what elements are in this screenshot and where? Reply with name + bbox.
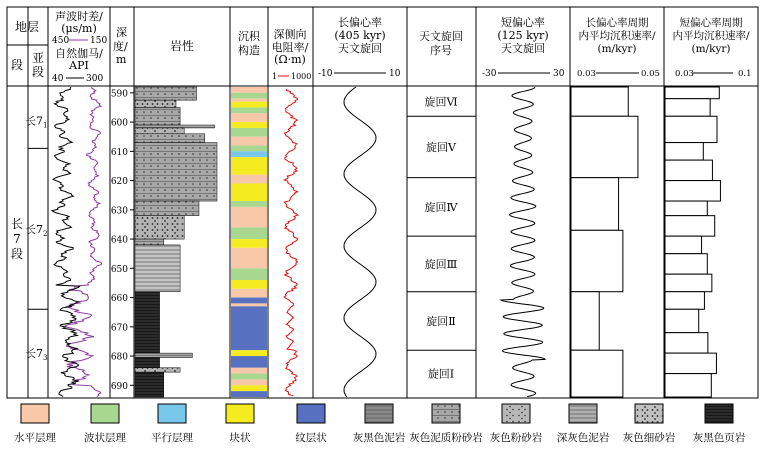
submember-label: 长7 — [25, 347, 43, 361]
cycle-header-2: 序号 — [430, 44, 452, 57]
short-rate-bar — [665, 181, 720, 201]
resistivity-curve — [284, 89, 298, 396]
short-rate-bar — [665, 99, 710, 117]
cycle-label: 旋回Ⅰ — [427, 367, 455, 381]
long-rate-bar — [571, 350, 623, 397]
legend-swatch — [91, 404, 119, 423]
short-ecc-header-2: (125 kyr) — [497, 29, 549, 42]
structure-bed — [231, 248, 267, 268]
short-rate-header-1: 短偏心率周期 — [679, 17, 743, 29]
long-rate-max: 0.05 — [641, 69, 660, 79]
long-rate-bar — [571, 178, 619, 231]
short-rate-track — [665, 87, 720, 397]
structure-bed — [231, 99, 267, 102]
member-label-2: 7 — [13, 232, 21, 246]
ac-max: 150 — [90, 36, 108, 46]
depth-tick-label: 600 — [110, 118, 128, 129]
legend-swatch-pattern — [502, 404, 530, 423]
member-label — [11, 217, 23, 261]
short-rate-bar — [665, 87, 719, 99]
legend-swatch-pattern — [635, 404, 663, 423]
ac-gr-track — [52, 87, 102, 397]
gr-min: 40 — [52, 74, 64, 84]
legend-swatch-pattern — [569, 404, 597, 423]
short-rate-min: 0.03 — [675, 69, 694, 79]
short-rate-bar — [665, 216, 715, 236]
long-rate-header-2: 内平均沉积速率/ — [578, 30, 656, 42]
legend-label: 灰黑色页岩 — [692, 432, 746, 444]
lithology-bed-pattern — [135, 353, 192, 357]
lithology-bed-pattern — [135, 87, 197, 100]
structure-bed — [231, 137, 267, 146]
structure-bed — [231, 201, 267, 207]
structure-bed — [231, 93, 267, 99]
structure-bed — [231, 280, 267, 289]
short-rate-bar — [665, 143, 703, 161]
member-label-1: 长 — [10, 217, 24, 231]
structure-bed — [231, 157, 267, 175]
long-rate-header-3: (m/kyr) — [597, 43, 637, 55]
depth-header-1: 深 — [116, 26, 127, 39]
member-header: 段 — [10, 58, 24, 72]
structure-bed — [231, 356, 267, 368]
short-rate-bar — [665, 353, 716, 373]
structure-bed — [231, 374, 267, 380]
legend-label: 波状层理 — [84, 432, 126, 444]
depth-tick-label: 640 — [110, 235, 128, 246]
depth-tick-label: 690 — [110, 381, 128, 392]
lithology-track — [135, 87, 217, 397]
submember-header-1: 亚 — [31, 51, 45, 65]
submember-header-2: 段 — [31, 65, 45, 79]
long-rate-track — [571, 87, 638, 397]
long-rate-bar — [571, 230, 623, 291]
lithology-bed-pattern — [135, 292, 160, 353]
depth-tick-label: 620 — [110, 177, 128, 188]
res-header-2: 电阻率/ — [271, 41, 309, 54]
long-rate-bar — [571, 87, 628, 116]
legend-swatch — [226, 404, 254, 423]
depth-header-3: m — [116, 53, 127, 66]
depth-tick-label: 610 — [110, 147, 128, 158]
short-rate-bar — [665, 333, 708, 353]
lithology-bed-pattern — [135, 245, 180, 292]
long-ecc-track — [344, 87, 376, 397]
gr-header-1: 自然伽马/ — [55, 47, 103, 60]
legend-label: 灰黑色泥岩 — [352, 432, 406, 444]
structure-bed — [231, 207, 267, 227]
lithology-bed-pattern — [135, 372, 164, 397]
structure-bed — [231, 113, 267, 122]
lithology-bed-pattern — [135, 358, 160, 368]
depth-header-2: 度/ — [113, 40, 128, 53]
short-rate-bar — [665, 254, 707, 274]
ac-min: 450 — [52, 36, 70, 46]
submember-subscript: 3 — [43, 354, 48, 363]
structure-bed — [231, 122, 267, 128]
structure-header-1: 沉积 — [238, 30, 260, 43]
structure-bed — [231, 303, 267, 306]
lithology-bed-pattern — [135, 134, 205, 143]
cycle-label: 旋回Ⅴ — [426, 140, 456, 154]
long-ecc-header-2: (405 kyr) — [334, 29, 386, 42]
long-rate-header-1: 长偏心率周期 — [585, 17, 649, 29]
depth-tick-label: 590 — [110, 89, 128, 100]
long-ecc-header-1: 长偏心率 — [338, 16, 382, 29]
lithology-bed-pattern — [135, 100, 176, 107]
cycle-label: 旋回Ⅵ — [424, 95, 458, 109]
short-rate-header-3: (m/kyr) — [691, 43, 731, 55]
legend-swatch — [158, 404, 186, 423]
short-ecc-min: -30 — [482, 69, 497, 79]
depth-tick-label: 680 — [110, 352, 128, 363]
structure-track — [231, 87, 267, 397]
cycle-label: 旋回Ⅳ — [424, 200, 458, 214]
structure-bed — [231, 128, 267, 137]
structure-bed — [231, 102, 267, 108]
gr-curve — [65, 87, 101, 397]
depth-tick-label: 630 — [110, 206, 128, 217]
lithology-bed-pattern — [135, 125, 215, 128]
short-rate-bar — [665, 309, 699, 332]
long-rate-bar — [571, 116, 638, 177]
short-ecc-header-3: 天文旋回 — [501, 42, 545, 55]
cycle-header-1: 天文旋回 — [419, 30, 463, 43]
depth-tick-label: 670 — [110, 323, 128, 334]
long-rate-min: 0.03 — [577, 69, 596, 79]
structure-bed — [231, 145, 267, 151]
structure-bed — [231, 151, 267, 157]
structure-bed — [231, 184, 267, 202]
resistivity-track — [284, 89, 298, 396]
short-rate-bar — [665, 160, 712, 180]
legend-swatch — [21, 404, 49, 423]
structure-header-2: 构造 — [238, 44, 260, 57]
legend-label: 深灰色泥岩 — [556, 432, 610, 444]
res-header-3: (Ω·m) — [274, 53, 306, 66]
lithology-bed-pattern — [135, 107, 180, 125]
depth-track — [111, 89, 134, 391]
submember-subscript: 1 — [43, 121, 48, 130]
legend-swatch-pattern — [705, 404, 733, 423]
legend-label: 灰色粉砂岩 — [489, 432, 543, 444]
short-ecc-header-1: 短偏心率 — [501, 16, 545, 29]
depth-tick-label: 660 — [110, 294, 128, 305]
structure-bed — [231, 289, 267, 298]
column-headers — [11, 9, 752, 84]
short-rate-bar — [665, 374, 711, 397]
long-rate-bar — [571, 292, 599, 350]
strata-header: 地层 — [14, 20, 40, 34]
short-rate-bar — [665, 274, 712, 292]
lithology-bed-pattern — [135, 128, 184, 134]
lithology-bed-pattern — [135, 368, 180, 372]
member-label-3: 段 — [10, 247, 24, 261]
structure-bed — [231, 391, 267, 397]
ac-header-2: (μs/m) — [61, 22, 97, 35]
structure-bed — [231, 227, 267, 239]
structure-bed — [231, 87, 267, 93]
res-min: 1 — [272, 72, 278, 81]
gr-max: 300 — [86, 74, 104, 84]
long-ecc-min: -10 — [318, 69, 333, 79]
long-ecc-max: 10 — [389, 69, 401, 79]
gr-header-2: API — [69, 59, 89, 72]
submember-label: 长7 — [25, 222, 43, 236]
legend-swatch — [297, 404, 325, 423]
legend-label: 水平层理 — [14, 432, 56, 444]
legend-label: 块状 — [229, 432, 251, 444]
res-max: 1000 — [291, 72, 312, 81]
structure-bed — [231, 239, 267, 248]
structure-bed — [231, 368, 267, 374]
legend-label: 纹层状 — [295, 432, 327, 444]
structure-bed — [231, 306, 267, 350]
submember-subscript: 2 — [43, 229, 48, 238]
lithology-bed-pattern — [135, 143, 217, 201]
long-ecc-header-3: 天文旋回 — [338, 42, 382, 55]
short-rate-max: 0.1 — [738, 69, 752, 79]
submember-label: 长7 — [25, 114, 43, 128]
depth-tick-label: 650 — [110, 264, 128, 275]
cycle-label: 旋回Ⅱ — [426, 314, 456, 328]
structure-bed — [231, 268, 267, 280]
short-rate-header-2: 内平均沉积速率/ — [672, 30, 750, 42]
legend-swatch-pattern — [365, 404, 393, 423]
structure-bed — [231, 107, 267, 113]
cycle-track — [407, 95, 476, 381]
cycle-label: 旋回Ⅲ — [424, 257, 458, 271]
lithology-header: 岩性 — [169, 39, 195, 53]
legend-label: 灰色细砂岩 — [622, 432, 676, 444]
legend — [14, 404, 746, 444]
res-header-1: 深侧向 — [273, 28, 307, 41]
short-rate-bar — [665, 236, 702, 254]
lithology-bed-pattern — [135, 216, 184, 239]
short-rate-bar — [665, 292, 704, 310]
structure-bed — [231, 379, 267, 385]
short-ecc-track — [501, 87, 545, 397]
long-ecc-curve — [344, 87, 376, 397]
legend-label: 灰色泥质粉砂岩 — [409, 432, 483, 444]
legend-swatch-pattern — [432, 404, 460, 423]
short-ecc-max: 30 — [553, 69, 565, 79]
ac-header-1: 声波时差/ — [55, 10, 103, 23]
ac-curve — [52, 87, 80, 397]
structure-bed — [231, 350, 267, 356]
legend-label: 平行层理 — [151, 432, 193, 444]
structure-bed — [231, 175, 267, 184]
lithology-bed-pattern — [135, 201, 199, 216]
structure-bed — [231, 298, 267, 304]
short-rate-bar — [665, 201, 707, 216]
short-rate-bar — [665, 116, 717, 142]
structure-bed — [231, 385, 267, 391]
short-ecc-curve — [501, 87, 545, 397]
lithology-bed-pattern — [135, 239, 164, 245]
